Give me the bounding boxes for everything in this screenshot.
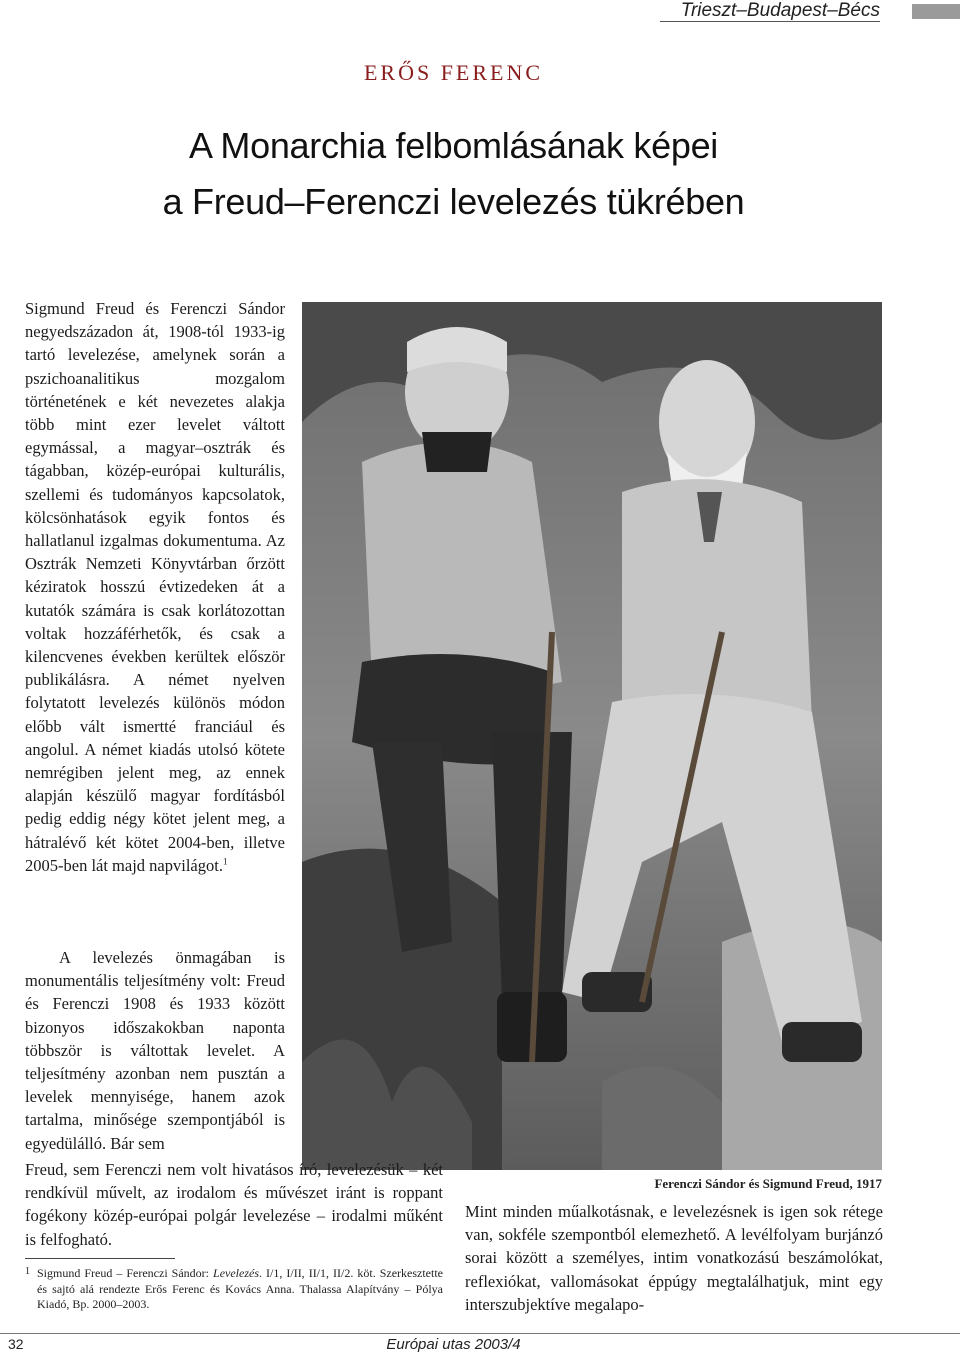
- header-rule: [660, 21, 880, 22]
- paragraph-4: Mint minden műalkotásnak, e levelezésnek is igen sok rétege van, sokféle szempontból elemezhető. A levélfolyam burjánzó sorai között a személyes, intim vonatkozású beszámolókat, reflexiókat, vallomásokat éppúgy megtalálhatjuk, mint egy interszubjektíve megalapo-: [465, 1202, 883, 1314]
- footnote-text: [25, 1266, 443, 1313]
- title-line-2: a Freud–Ferenczi levelezés tükrében: [162, 181, 745, 222]
- footnote-ref[interactable]: 1: [222, 856, 228, 867]
- footnote-text-before: Sigmund Freud – Ferenczi Sándor:: [37, 1266, 214, 1280]
- footnote-number: 1: [25, 1266, 30, 1277]
- footnote-rule: [25, 1258, 175, 1259]
- paragraph-2: A levelezés önmagában is monumentális teljesítmény volt: Freud és Ferenczi 1908 és 1933 között bizonyos időszakokban naponta többször is váltottak levelet. A teljesítmény azonban nem pusztán a levelek mennyisége, hanem azok tartalma, minősége szempontjából is egyedülálló. Bár sem: [25, 948, 285, 1153]
- header-gray-tab: [912, 4, 960, 19]
- footnote-book-title: Levelezés: [213, 1266, 260, 1280]
- series-header: [0, 0, 960, 26]
- footnote: [25, 1266, 443, 1313]
- footer-rule: [0, 1333, 960, 1334]
- historical-photo: [302, 302, 882, 1170]
- title-line-1: A Monarchia felbomlásának képei: [188, 125, 718, 166]
- paragraph-1: [25, 297, 285, 877]
- footnote-text-after: . I/1, I/II, II/1, II/2. köt. Szerkesztette és sajtó alá rendezte Erős Ferenc és Kovács Anna. Thalassa Alapítvány – Pólya Kiadó, Bp. 2000–2003.: [37, 1266, 444, 1311]
- photo-caption: Ferenczi Sándor és Sigmund Freud, 1917: [654, 1176, 882, 1191]
- article-title: [0, 118, 907, 230]
- article-author: ERŐS FERENC: [363, 60, 544, 85]
- page-number: 32: [8, 1336, 24, 1352]
- paragraph-3: Freud, sem Ferenczi nem volt hivatásos író, levelezésük – két rendkívül művelt, az irodalom és művészet iránt is roppant fogékony közép-európai polgár levelezése – irodalmi műként is felfogható.: [25, 1160, 443, 1249]
- paragraph-1-text: Sigmund Freud és Ferenczi Sándor negyedszázadon át, 1908-tól 1933-ig tartó levelezése, amelynek során a pszichoanalitikus mozgalom történetének e két nevezetes alakja több mint ezer levelet váltott egymással, a magyar–osztrák és tágabban, közép-európai kulturális, szellemi és tudományos kapcsolatok, kölcsönhatások egyik fontos és hallatlanul izgalmas dokumentuma. Az Osztrák Nemzeti Könyvtárban őrzött kéziratok hosszú évtizedeken át a kutatók számára is csak korlátozottan voltak hozzáférhetők, és csak a kilencvenes években kerültek először publikálásra. A német nyelven folytatott levelezés különös módon előbb vált ismertté franciául és angolul. A német kiadás utolsó kötete nemrégiben jelent meg, az ennek alapján készülő magyar fordításból pedig eddig négy kötet jelent meg, a hátralévő két kötet 2004-ben, illetve 2005-ben lát majd napvilágot.: [25, 299, 285, 875]
- series-title: Trieszt–Budapest–Bécs: [680, 0, 880, 21]
- journal-name: Európai utas 2003/4: [386, 1336, 521, 1353]
